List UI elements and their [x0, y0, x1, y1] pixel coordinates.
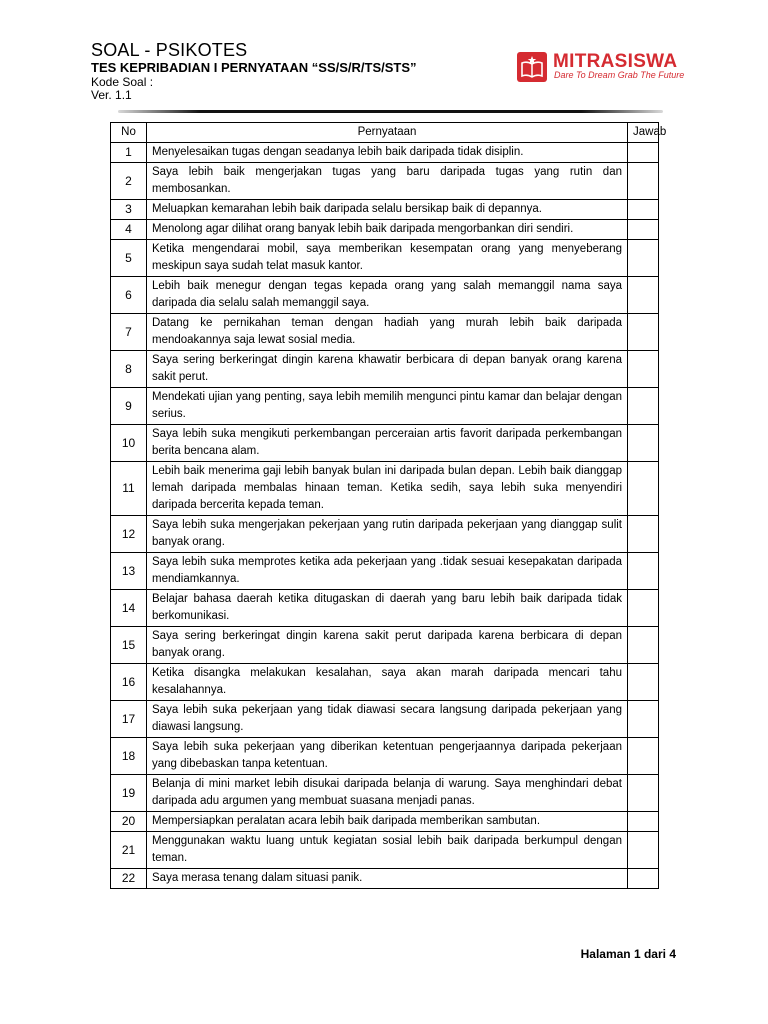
- statement-text: Ketika mengendarai mobil, saya memberikan kesempatan orang yang menyeberang meskipun saya sudah telat masuk kantor.: [147, 240, 628, 277]
- answer-cell[interactable]: [628, 314, 659, 351]
- answer-cell[interactable]: [628, 220, 659, 240]
- book-emblem-icon: [517, 52, 547, 82]
- answer-cell[interactable]: [628, 775, 659, 812]
- row-number: 19: [111, 775, 147, 812]
- table-row: [111, 240, 659, 277]
- table-row: [111, 462, 659, 516]
- brand-name: MITRASISWA: [553, 51, 678, 72]
- row-number: 4: [111, 220, 147, 240]
- row-number: 18: [111, 738, 147, 775]
- row-number: 6: [111, 277, 147, 314]
- table-row: [111, 388, 659, 425]
- table-row: [111, 701, 659, 738]
- statement-text: Menyelesaikan tugas dengan seadanya lebih baik daripada tidak disiplin.: [147, 143, 628, 163]
- table-row: [111, 200, 659, 220]
- row-number: 8: [111, 351, 147, 388]
- statement-text: Ketika disangka melakukan kesalahan, saya akan marah daripada mencari tahu kesalahannya.: [147, 664, 628, 701]
- answer-cell[interactable]: [628, 163, 659, 200]
- answer-cell[interactable]: [628, 240, 659, 277]
- row-number: 10: [111, 425, 147, 462]
- statement-text: Saya lebih suka pekerjaan yang tidak diawasi secara langsung daripada pekerjaan yang diawasi langsung.: [147, 701, 628, 738]
- answer-cell[interactable]: [628, 590, 659, 627]
- table-row: [111, 590, 659, 627]
- row-number: 9: [111, 388, 147, 425]
- row-number: 16: [111, 664, 147, 701]
- table-row: [111, 832, 659, 869]
- statement-text: Belanja di mini market lebih disukai daripada belanja di warung. Saya menghindari debat daripada adu argumen yang membuat suasana menjadi panas.: [147, 775, 628, 812]
- document-subtitle: TES KEPRIBADIAN I PERNYATAAN “SS/S/R/TS/STS”: [91, 60, 417, 75]
- table-row: [111, 775, 659, 812]
- answer-cell[interactable]: [628, 277, 659, 314]
- answer-cell[interactable]: [628, 553, 659, 590]
- document-title: SOAL - PSIKOTES: [91, 40, 248, 60]
- brand-tagline: Dare To Dream Grab The Future: [554, 70, 685, 80]
- column-header-statement: Pernyataan: [147, 123, 628, 143]
- row-number: 5: [111, 240, 147, 277]
- statement-text: Mendekati ujian yang penting, saya lebih memilih mengunci pintu kamar dan belajar dengan serius.: [147, 388, 628, 425]
- answer-cell[interactable]: [628, 351, 659, 388]
- brand-logo: [517, 51, 685, 84]
- row-number: 17: [111, 701, 147, 738]
- statement-text: Lebih baik menegur dengan tegas kepada orang yang salah memanggil nama saya daripada dia selalu salah memanggil saya.: [147, 277, 628, 314]
- statement-text: Saya lebih suka memprotes ketika ada pekerjaan yang .tidak sesuai kesepakatan daripada mendiamkannya.: [147, 553, 628, 590]
- answer-cell[interactable]: [628, 425, 659, 462]
- answer-cell[interactable]: [628, 143, 659, 163]
- answer-cell[interactable]: [628, 738, 659, 775]
- statement-text: Menolong agar dilihat orang banyak lebih baik daripada mengorbankan diri sendiri.: [147, 220, 628, 240]
- statement-text: Saya lebih suka pekerjaan yang diberikan ketentuan pengerjaannya daripada pekerjaan yang dibebaskan tanpa ketentuan.: [147, 738, 628, 775]
- page-number: Halaman 1 dari 4: [580, 947, 676, 961]
- statement-text: Saya lebih suka mengikuti perkembangan perceraian artis favorit daripada perkembangan berita bencana alam.: [147, 425, 628, 462]
- answer-cell[interactable]: [628, 664, 659, 701]
- table-row: [111, 553, 659, 590]
- header-divider: [118, 110, 663, 113]
- row-number: 7: [111, 314, 147, 351]
- answer-cell[interactable]: [628, 812, 659, 832]
- table-row: [111, 220, 659, 240]
- table-row: [111, 627, 659, 664]
- row-number: 14: [111, 590, 147, 627]
- row-number: 22: [111, 869, 147, 889]
- statement-text: Belajar bahasa daerah ketika ditugaskan di daerah yang baru lebih baik daripada tidak berkomunikasi.: [147, 590, 628, 627]
- row-number: 20: [111, 812, 147, 832]
- table-row: [111, 812, 659, 832]
- statement-text: Mempersiapkan peralatan acara lebih baik daripada memberikan sambutan.: [147, 812, 628, 832]
- answer-cell[interactable]: [628, 832, 659, 869]
- table-row: [111, 738, 659, 775]
- statement-text: Saya sering berkeringat dingin karena khawatir berbicara di depan banyak orang karena sakit perut.: [147, 351, 628, 388]
- answer-cell[interactable]: [628, 701, 659, 738]
- answer-cell[interactable]: [628, 516, 659, 553]
- row-number: 15: [111, 627, 147, 664]
- statement-table: [110, 122, 667, 889]
- table-row: [111, 516, 659, 553]
- statement-text: Saya sering berkeringat dingin karena sakit perut daripada karena berbicara di depan banyak orang.: [147, 627, 628, 664]
- answer-cell[interactable]: [628, 462, 659, 516]
- row-number: 1: [111, 143, 147, 163]
- row-number: 21: [111, 832, 147, 869]
- answer-cell[interactable]: [628, 627, 659, 664]
- table-row: [111, 351, 659, 388]
- table-row: [111, 425, 659, 462]
- row-number: 13: [111, 553, 147, 590]
- table-row: [111, 869, 659, 889]
- table-header-row: [111, 123, 659, 143]
- question-code-label: Kode Soal :: [91, 75, 154, 89]
- answer-cell[interactable]: [628, 388, 659, 425]
- column-header-answer: Jawab: [628, 123, 659, 143]
- statement-text: Saya merasa tenang dalam situasi panik.: [147, 869, 628, 889]
- statement-text: Saya lebih baik mengerjakan tugas yang baru daripada tugas yang rutin dan membosankan.: [147, 163, 628, 200]
- statement-text: Meluapkan kemarahan lebih baik daripada selalu bersikap baik di depannya.: [147, 200, 628, 220]
- answer-cell[interactable]: [628, 869, 659, 889]
- statement-text: Saya lebih suka mengerjakan pekerjaan yang rutin daripada pekerjaan yang dianggap sulit banyak orang.: [147, 516, 628, 553]
- table-row: [111, 277, 659, 314]
- column-header-no: No: [111, 123, 147, 143]
- row-number: 12: [111, 516, 147, 553]
- statement-text: Datang ke pernikahan teman dengan hadiah yang murah lebih baik daripada mendoakannya saja lewat sosial media.: [147, 314, 628, 351]
- statement-text: Lebih baik menerima gaji lebih banyak bulan ini daripada bulan depan. Lebih baik dianggap lemah daripada membalas hinaan teman. Ketika sedih, saya lebih suka menyendiri daripada bercerita kepada teman.: [147, 462, 628, 516]
- table-row: [111, 664, 659, 701]
- table-row: [111, 314, 659, 351]
- version-label: Ver. 1.1: [91, 88, 132, 102]
- answer-cell[interactable]: [628, 200, 659, 220]
- table-row: [111, 163, 659, 200]
- row-number: 2: [111, 163, 147, 200]
- table-row: [111, 143, 659, 163]
- row-number: 3: [111, 200, 147, 220]
- statement-text: Menggunakan waktu luang untuk kegiatan sosial lebih baik daripada berkumpul dengan teman.: [147, 832, 628, 869]
- row-number: 11: [111, 462, 147, 516]
